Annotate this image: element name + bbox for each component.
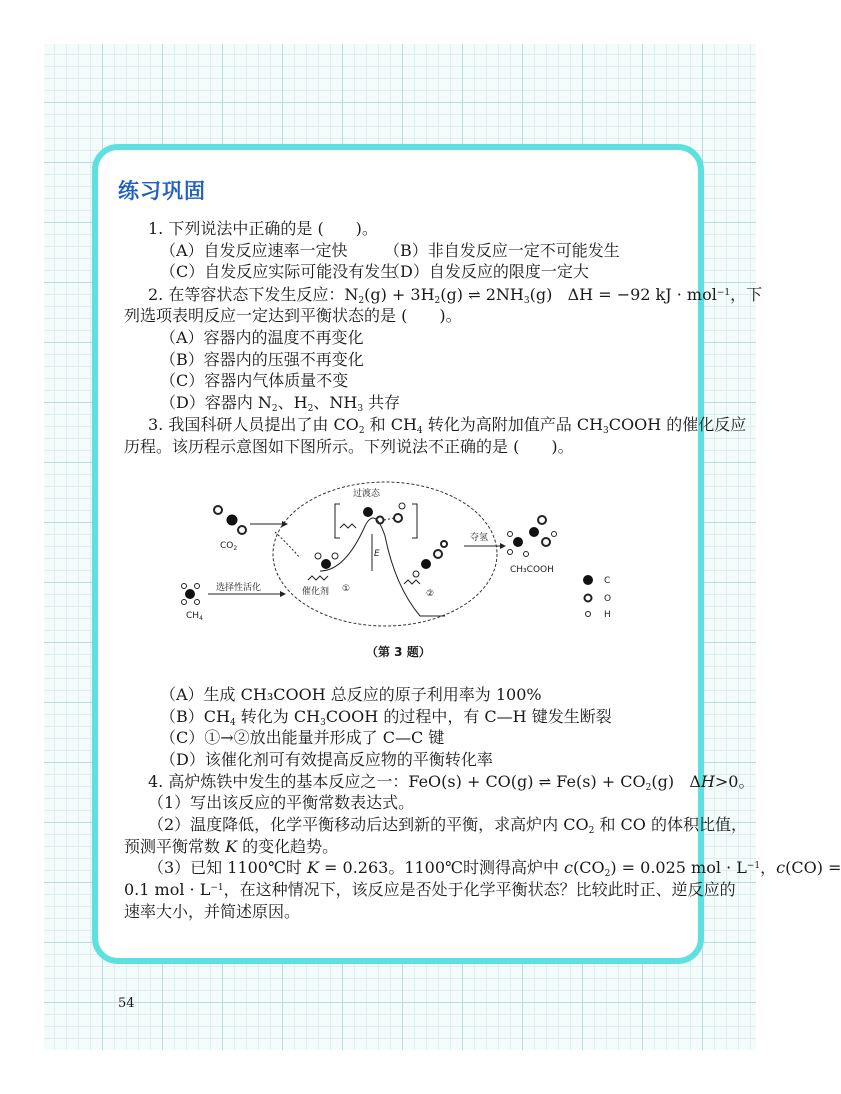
q1-option-a: （A）自发反应速率一定快 <box>160 241 348 260</box>
q4-sub3-line3: 速率大小，并简述原因。 <box>124 902 301 921</box>
step2-label: ② <box>426 589 435 599</box>
q4-sub3: （3）已知 1100℃时 K = 0.263。1100℃时测得高炉中 $c(CO_2) = 0.025$ mol · $L^{-1}$，c(CO) = <box>148 858 841 879</box>
legend-hydrogen-label: H <box>604 610 611 620</box>
q2-delta-h: ΔH = −92 kJ · mol$^{-1}$，下 <box>567 285 763 304</box>
q2-stem-line2: 列选项表明反应一定达到平衡状态的是 ( )。 <box>124 306 462 325</box>
q4-sub1: （1）写出该反应的平衡常数表达式。 <box>148 793 415 812</box>
q3-stem-line2: 历程。该历程示意图如下图所示。下列说法不正确的是 ( )。 <box>124 437 574 456</box>
catalyst-ellipse <box>273 482 497 626</box>
seize-h-label: 夺氢 <box>470 533 489 543</box>
q2-option-a: （A）容器内的温度不再变化 <box>160 328 364 347</box>
catalyst-label: 催化剂 <box>302 587 330 597</box>
page-number: 54 <box>118 996 135 1011</box>
q1-option-b: （B）非自发反应一定不可能发生 <box>384 241 620 260</box>
q4-sub2-line2: 预测平衡常数 K 的变化趋势。 <box>124 837 339 856</box>
ch3cooh-molecule-icon <box>508 516 557 557</box>
ch4-label: $CH_4$ <box>186 611 203 622</box>
legend-oxygen-icon <box>585 595 592 602</box>
q1-stem: 1. 下列说法中正确的是 ( )。 <box>148 219 378 238</box>
product-label: CH₃COOH <box>510 565 554 575</box>
q3-option-c: （C）①→②放出能量并形成了 C—C 键 <box>160 728 445 747</box>
transition-state-label: 过渡态 <box>353 489 381 499</box>
q4-sub2: （2）温度降低，化学平衡移动后达到新的平衡，求高炉内 $CO_2$ 和 CO 的体积比值， <box>148 815 747 836</box>
q3-option-d: （D）该催化剂可有效提高反应物的平衡转化率 <box>160 750 493 769</box>
legend-oxygen-label: O <box>604 594 612 604</box>
step1-label: ① <box>342 584 351 594</box>
q3-option-b: $(B)CH_4$ 转化为 $CH_3COOH$ 的过程中，有 C—H 键发生断裂 <box>160 707 612 728</box>
q3-stem: 3. 我国科研人员提出了由 $CO_2$ 和 $CH_4$ 转化为高附加值产品 $CH_3COOH$ 的催化反应 <box>148 415 747 436</box>
section-title: 练习巩固 <box>118 179 206 203</box>
legend-carbon-icon <box>583 575 593 585</box>
q4-sub3-line2: 0.1 mol · $L^{-1}$，在这种情况下，该反应是否处于化学平衡状态？比较此时正、逆反应的 <box>124 880 736 899</box>
ch4-molecule-icon <box>182 584 200 605</box>
co2-molecule-icon <box>214 506 246 534</box>
q2-reaction: $N_2(g) + 3H_2(g)$ ⇌ $2NH_3(g)$ <box>344 285 553 306</box>
q2-stem <box>148 284 762 306</box>
q4-stem: 4. 高炉炼铁中发生的基本反应之一：FeO(s) + CO(g) ⇌ $Fe(s) + CO_2(g)$ ΔH>0。 <box>148 772 755 793</box>
q3-option-a: （A）生成 CH₃COOH 总反应的原子利用率为 100% <box>160 685 542 704</box>
co2-label: $CO_2$ <box>220 541 238 552</box>
legend-hydrogen-icon <box>586 612 591 617</box>
co2-dashed-arrow <box>275 532 300 558</box>
q2-stem-pre: 2. 在等容状态下发生反应： <box>148 285 345 304</box>
reaction-mechanism-figure <box>180 476 620 626</box>
q2-option-c: （C）容器内气体质量不变 <box>160 371 349 390</box>
figure-caption: （第 3 题） <box>366 645 431 659</box>
q2-option-d: （D）容器内 $N_2$、$H_2$、$NH_3$ 共存 <box>160 393 401 414</box>
q1-option-d: （D）自发反应的限度一定大 <box>384 262 589 281</box>
legend-carbon-label: C <box>604 576 611 586</box>
energy-label: E <box>374 549 380 559</box>
selective-activation-label: 选择性活化 <box>216 583 262 593</box>
q2-option-b: （B）容器内的压强不再变化 <box>160 350 364 369</box>
q1-option-c: （C）自发反应实际可能没有发生 <box>160 262 397 281</box>
